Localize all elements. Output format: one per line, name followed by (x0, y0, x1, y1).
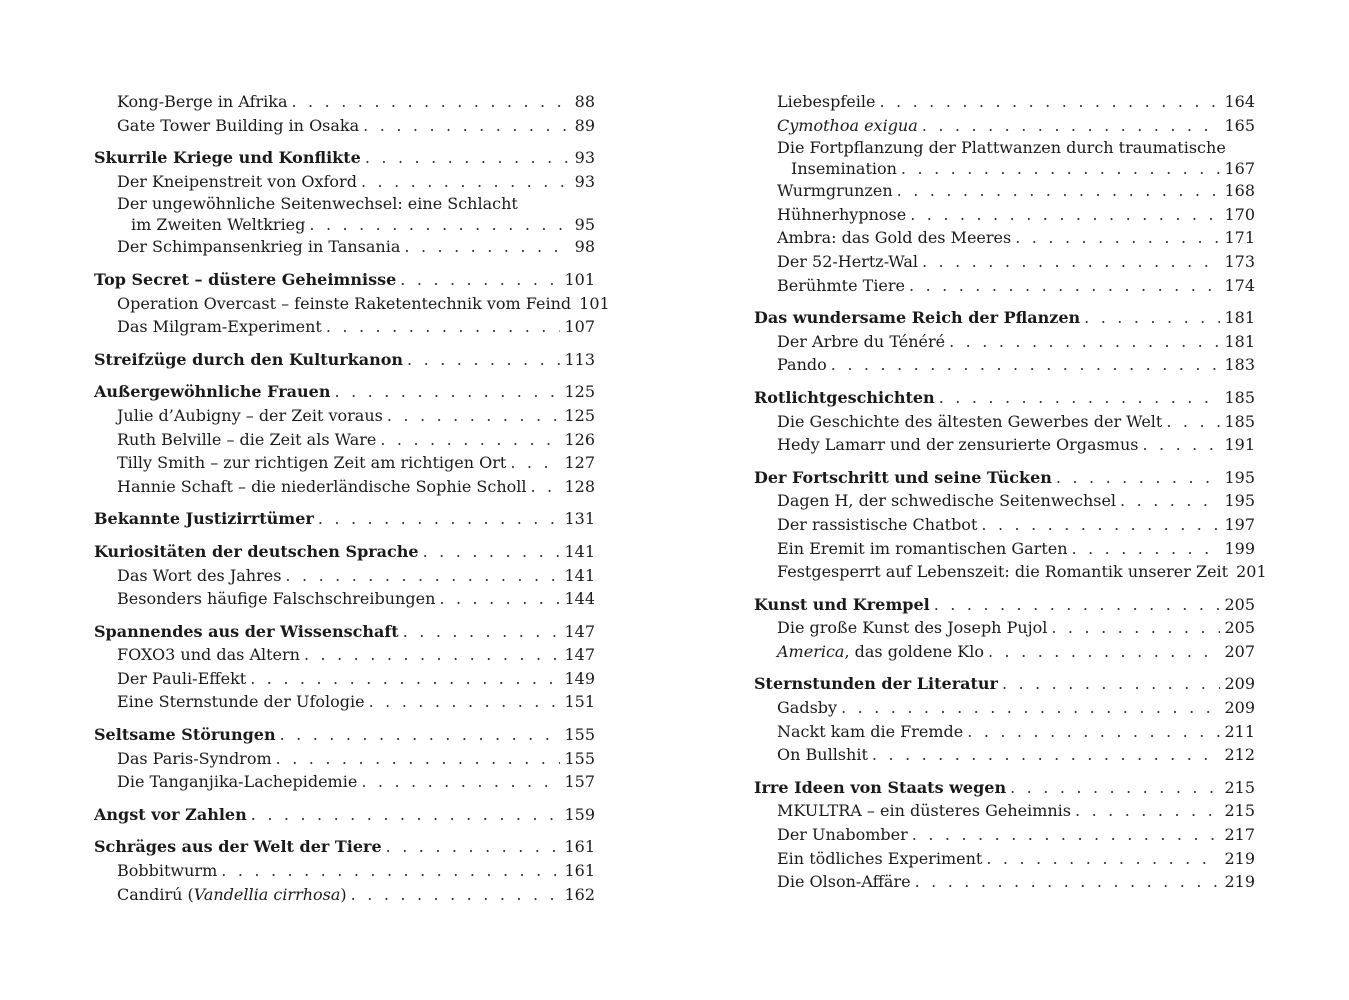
chapter-page: 161 (564, 837, 595, 857)
entry-page: 217 (1224, 825, 1255, 845)
entry-title: Ruth Belville – die Zeit als Ware (117, 429, 377, 449)
entry-title-post: ) (340, 884, 347, 904)
dot-leader (922, 114, 1221, 138)
entry-page: 127 (564, 453, 595, 473)
toc-entry (754, 870, 1255, 894)
entry-title: Bobbitwurm (117, 861, 218, 881)
entry-title: Operation Overcast – feinste Raketentechnik vom Feind (117, 293, 572, 313)
dot-leader (897, 179, 1221, 203)
entry-title: Hannie Schaft – die niederländische Sophie Scholl (117, 476, 527, 496)
toc-entry (94, 451, 595, 475)
dot-leader (1051, 616, 1220, 640)
dot-leader (221, 859, 560, 883)
dot-leader (400, 268, 560, 292)
entry-title: Ambra: das Gold des Meeres (777, 228, 1012, 248)
dot-leader (909, 274, 1220, 298)
toc-entry (754, 799, 1255, 823)
entry-title: Eine Sternstunde der Ufologie (117, 692, 365, 712)
toc-entry (754, 640, 1255, 664)
entry-title: Der 52-Hertz-Wal (777, 251, 918, 271)
toc-section (754, 672, 1255, 766)
entry-page: 89 (574, 115, 595, 135)
entry-page: 183 (1224, 355, 1255, 375)
toc-entry-line1 (94, 193, 595, 214)
toc-section (754, 593, 1255, 664)
chapter-title: Bekannte Justizirrtümer (94, 509, 314, 529)
dot-leader (423, 540, 561, 564)
toc-entry (94, 587, 595, 611)
toc-section (94, 723, 595, 794)
dot-leader (326, 315, 561, 339)
entry-title: Besonders häufige Falschschreibungen (117, 589, 436, 609)
entry-page: 162 (564, 884, 595, 904)
entry-title: Ein tödliches Experiment (777, 848, 983, 868)
chapter-heading (94, 507, 595, 531)
entry-page: 147 (564, 645, 595, 665)
chapter-title: Rotlichtgeschichten (754, 387, 935, 407)
dot-leader (380, 428, 560, 452)
dot-leader (369, 690, 561, 714)
entry-page: 174 (1224, 275, 1255, 295)
entry-title: Hühnerhypnose (777, 204, 907, 224)
entry-title: Der Pauli-Effekt (117, 668, 247, 688)
entry-page: 168 (1224, 181, 1255, 201)
chapter-heading (94, 620, 595, 644)
entry-title: Nackt kam die Fremde (777, 721, 964, 741)
chapter-heading (94, 803, 595, 827)
chapter-heading (94, 146, 595, 170)
chapter-heading (754, 386, 1255, 410)
entry-title-italic: America (777, 641, 845, 661)
toc-entry (754, 433, 1255, 457)
dot-leader (318, 507, 561, 531)
entry-title: Liebespfeile (777, 92, 876, 111)
dot-leader (304, 643, 560, 667)
entry-page: 161 (564, 861, 595, 881)
entry-title: Das Milgram-Experiment (117, 317, 322, 337)
toc-entry (754, 847, 1255, 871)
entry-title (777, 640, 984, 664)
toc-entry (754, 353, 1255, 377)
toc-entry (754, 560, 1267, 584)
toc-right-page (754, 90, 1267, 903)
toc-entry-line2 (754, 158, 1255, 179)
dot-leader (361, 170, 569, 194)
dot-leader (404, 235, 569, 259)
toc-entry (754, 330, 1255, 354)
toc-section (94, 540, 595, 611)
entry-title: Gate Tower Building in Osaka (117, 115, 360, 135)
toc-entry (754, 696, 1255, 720)
toc-entry (94, 859, 595, 883)
chapter-page: 101 (564, 269, 595, 289)
dot-leader (530, 475, 560, 499)
dot-leader (1056, 466, 1221, 490)
dot-leader (1002, 672, 1221, 696)
toc-entry (754, 489, 1255, 513)
toc-section (94, 268, 610, 339)
chapter-title: Das wundersame Reich der Pflanzen (754, 308, 1081, 328)
toc-section (94, 348, 595, 372)
dot-leader (841, 696, 1220, 720)
entry-page: 88 (574, 92, 595, 111)
toc-section (94, 803, 595, 827)
dot-leader (1010, 776, 1220, 800)
dot-leader (912, 823, 1221, 847)
entry-page: 201 (1236, 562, 1267, 582)
dot-leader (387, 404, 561, 428)
dot-leader (361, 770, 560, 794)
dot-leader (276, 747, 561, 771)
entry-title: Die Geschichte des ältesten Gewerbes der Welt (777, 411, 1163, 431)
toc-section (754, 466, 1267, 584)
entry-title: Die Olson-Affäre (777, 872, 911, 892)
toc-entry (94, 235, 595, 259)
entry-page: 207 (1224, 641, 1255, 661)
chapter-title: Skurrile Kriege und Konflikte (94, 148, 361, 168)
toc-section (754, 776, 1255, 894)
chapter-heading (94, 540, 595, 564)
dot-leader (967, 720, 1220, 744)
toc-entry (94, 428, 595, 452)
dot-leader (915, 870, 1221, 894)
chapter-heading (94, 723, 595, 747)
dot-leader (986, 847, 1220, 871)
toc-entry (94, 292, 610, 316)
chapter-title: Kunst und Krempel (754, 594, 930, 614)
toc-entry (754, 250, 1255, 274)
chapter-title: Schräges aus der Welt der Tiere (94, 837, 382, 857)
toc-entry (94, 690, 595, 714)
chapter-page: 113 (564, 349, 595, 369)
dot-leader (1142, 433, 1220, 457)
chapter-title: Irre Ideen von Staats wegen (754, 777, 1007, 797)
entry-title: Festgesperrt auf Lebenszeit: die Romantik unserer Zeit (777, 562, 1229, 582)
entry-page: 171 (1224, 228, 1255, 248)
toc-entry (754, 743, 1255, 767)
entry-title: FOXO3 und das Altern (117, 645, 300, 665)
chapter-page: 181 (1224, 308, 1255, 328)
chapter-title: Spannendes aus der Wissenschaft (94, 621, 399, 641)
chapter-heading (94, 268, 595, 292)
chapter-page: 159 (564, 804, 595, 824)
entry-page: 219 (1224, 848, 1255, 868)
toc-entry (94, 643, 595, 667)
dot-leader (879, 90, 1220, 114)
entry-title-cont: im Zweiten Weltkrieg (131, 215, 306, 235)
chapter-title: Sternstunden der Literatur (754, 674, 998, 694)
entry-title: Der Unabomber (777, 825, 908, 845)
entry-title: Die große Kunst des Joseph Pujol (777, 618, 1048, 638)
toc-section (754, 90, 1255, 297)
entry-title-cont: Insemination (791, 159, 897, 179)
entry-page: 151 (564, 692, 595, 712)
chapter-title: Seltsame Störungen (94, 725, 276, 745)
dot-leader (910, 203, 1220, 227)
entry-title: Das Paris-Syndrom (117, 748, 272, 768)
chapter-title: Top Secret – düstere Geheimnisse (94, 269, 397, 289)
entry-page: 165 (1224, 115, 1255, 135)
dot-leader (901, 158, 1221, 179)
toc-entry (754, 616, 1255, 640)
dot-leader (922, 250, 1220, 274)
chapter-page: 209 (1224, 674, 1255, 694)
entry-page: 155 (564, 748, 595, 768)
entry-title: Kong-Berge in Afrika (117, 92, 288, 111)
entry-page: 101 (579, 293, 610, 313)
entry-page: 181 (1224, 331, 1255, 351)
entry-title: Gadsby (777, 698, 838, 718)
toc-section (754, 306, 1255, 377)
toc-entry (754, 513, 1255, 537)
entry-title: Tilly Smith – zur richtigen Zeit am richtigen Ort (117, 453, 507, 473)
entry-title: Pando (777, 355, 827, 375)
entry-title (117, 883, 347, 907)
chapter-heading (94, 835, 595, 859)
chapter-page: 131 (564, 509, 595, 529)
chapter-title: Streifzüge durch den Kulturkanon (94, 349, 404, 369)
chapter-title: Kuriositäten der deutschen Sprache (94, 541, 419, 561)
toc-entry (754, 720, 1255, 744)
entry-title: Die Fortpflanzung der Plattwanzen durch traumatische (777, 138, 1226, 158)
dot-leader (1075, 799, 1220, 823)
dot-leader (285, 564, 560, 588)
dot-leader (250, 667, 560, 691)
entry-title: Julie d’Aubigny – der Zeit voraus (117, 405, 383, 425)
entry-page: 212 (1224, 745, 1255, 765)
dot-leader (1084, 306, 1220, 330)
toc-entry (94, 114, 595, 138)
toc-entry (754, 203, 1255, 227)
toc-entry (754, 410, 1255, 434)
toc-left-page (94, 90, 610, 915)
entry-title: MKULTRA – ein düsteres Geheimnis (777, 801, 1072, 821)
chapter-title: Angst vor Zahlen (94, 804, 247, 824)
toc-section (94, 380, 595, 498)
dot-leader (365, 146, 569, 170)
chapter-page: 195 (1224, 467, 1255, 487)
dot-leader (407, 348, 560, 372)
dot-leader (403, 620, 561, 644)
entry-title-italic: Vandellia cirrhosa (193, 884, 341, 904)
dot-leader (1120, 489, 1220, 513)
dot-leader (872, 743, 1221, 767)
toc-entry (94, 170, 595, 194)
chapter-title: Der Fortschritt und seine Tücken (754, 467, 1052, 487)
toc-entry (754, 537, 1255, 561)
entry-page: 197 (1224, 514, 1255, 534)
toc-section (94, 835, 595, 906)
entry-page: 185 (1224, 411, 1255, 431)
entry-title: Der ungewöhnliche Seitenwechsel: eine Schlacht (117, 194, 518, 214)
entry-page: 209 (1224, 698, 1255, 718)
entry-title: Das Wort des Jahres (117, 565, 282, 585)
entry-page: 167 (1224, 159, 1255, 179)
dot-leader (251, 803, 561, 827)
dot-leader (934, 593, 1221, 617)
toc-entry (94, 564, 595, 588)
entry-title: Die Tanganjika-Lachepidemie (117, 772, 358, 792)
toc-entry (754, 114, 1255, 138)
chapter-page: 141 (564, 541, 595, 561)
chapter-heading (754, 672, 1255, 696)
dot-leader (439, 587, 560, 611)
toc-section (94, 620, 595, 714)
entry-title: Hedy Lamarr und der zensurierte Orgasmus (777, 435, 1139, 455)
entry-title: Wurmgrunzen (777, 181, 893, 201)
toc-entry (94, 770, 595, 794)
toc-section (754, 386, 1255, 457)
chapter-page: 185 (1224, 387, 1255, 407)
entry-title: On Bullshit (777, 745, 868, 765)
dot-leader (510, 451, 560, 475)
toc-entry-line2 (94, 214, 595, 235)
entry-page: 191 (1224, 435, 1255, 455)
toc-entry-line1 (754, 137, 1255, 158)
chapter-heading (754, 466, 1255, 490)
entry-title-pre: Candirú ( (117, 884, 194, 904)
entry-title: Berühmte Tiere (777, 275, 906, 295)
entry-page: 173 (1224, 251, 1255, 271)
entry-title: Der Arbre du Ténéré (777, 331, 946, 351)
dot-leader (1166, 410, 1220, 434)
chapter-page: 155 (564, 725, 595, 745)
dot-leader (831, 353, 1221, 377)
toc-entry (94, 747, 595, 771)
entry-page: 98 (574, 237, 595, 257)
entry-page: 149 (564, 668, 595, 688)
entry-page: 199 (1224, 538, 1255, 558)
entry-page: 95 (574, 215, 595, 235)
toc-entry (94, 475, 595, 499)
entry-page: 141 (564, 565, 595, 585)
entry-page: 157 (564, 772, 595, 792)
entry-page: 144 (564, 589, 595, 609)
chapter-heading (754, 593, 1255, 617)
dot-leader (335, 380, 561, 404)
entry-title: Dagen H, der schwedische Seitenwechsel (777, 491, 1117, 511)
dot-leader (981, 513, 1220, 537)
chapter-page: 147 (564, 621, 595, 641)
chapter-page: 125 (564, 382, 595, 402)
dot-leader (949, 330, 1220, 354)
entry-page: 211 (1224, 721, 1255, 741)
toc-entry (94, 667, 595, 691)
entry-page: 107 (564, 317, 595, 337)
entry-title: Der Kneipenstreit von Oxford (117, 171, 357, 191)
entry-title: Ein Eremit im romantischen Garten (777, 538, 1068, 558)
toc-entry (94, 90, 595, 114)
entry-page: 195 (1224, 491, 1255, 511)
entry-page: 126 (564, 429, 595, 449)
chapter-heading (754, 306, 1255, 330)
toc-entry (754, 179, 1255, 203)
chapter-title: Außergewöhnliche Frauen (94, 382, 331, 402)
entry-title: Der rassistische Chatbot (777, 514, 978, 534)
entry-page: 205 (1224, 618, 1255, 638)
dot-leader (988, 640, 1220, 664)
entry-page: 128 (564, 476, 595, 496)
dot-leader (291, 90, 569, 114)
entry-page: 125 (564, 405, 595, 425)
toc-entry (94, 883, 595, 907)
toc-section (94, 146, 595, 259)
toc-entry (94, 315, 595, 339)
dot-leader (386, 835, 561, 859)
dot-leader (1015, 226, 1220, 250)
entry-page: 219 (1224, 872, 1255, 892)
toc-entry (754, 823, 1255, 847)
toc-entry (94, 404, 595, 428)
entry-title-post: , das goldene Klo (844, 641, 984, 661)
chapter-page: 205 (1224, 594, 1255, 614)
chapter-page: 215 (1224, 777, 1255, 797)
entry-title: Der Schimpansenkrieg in Tansania (117, 237, 401, 257)
entry-page: 93 (574, 171, 595, 191)
chapter-page: 93 (574, 148, 595, 168)
toc-entry (754, 226, 1255, 250)
toc-section (94, 90, 595, 137)
entry-title-italic: Cymothoa exigua (777, 115, 918, 135)
entry-page: 170 (1224, 204, 1255, 224)
toc-entry (754, 274, 1255, 298)
chapter-heading (754, 776, 1255, 800)
dot-leader (309, 214, 569, 235)
chapter-heading (94, 348, 595, 372)
entry-page: 215 (1224, 801, 1255, 821)
dot-leader (1072, 537, 1221, 561)
dot-leader (939, 386, 1221, 410)
toc-section (94, 507, 595, 531)
dot-leader (363, 114, 569, 138)
dot-leader (351, 883, 561, 907)
toc-entry (754, 90, 1255, 114)
chapter-heading (94, 380, 595, 404)
dot-leader (280, 723, 561, 747)
entry-page: 164 (1224, 92, 1255, 111)
